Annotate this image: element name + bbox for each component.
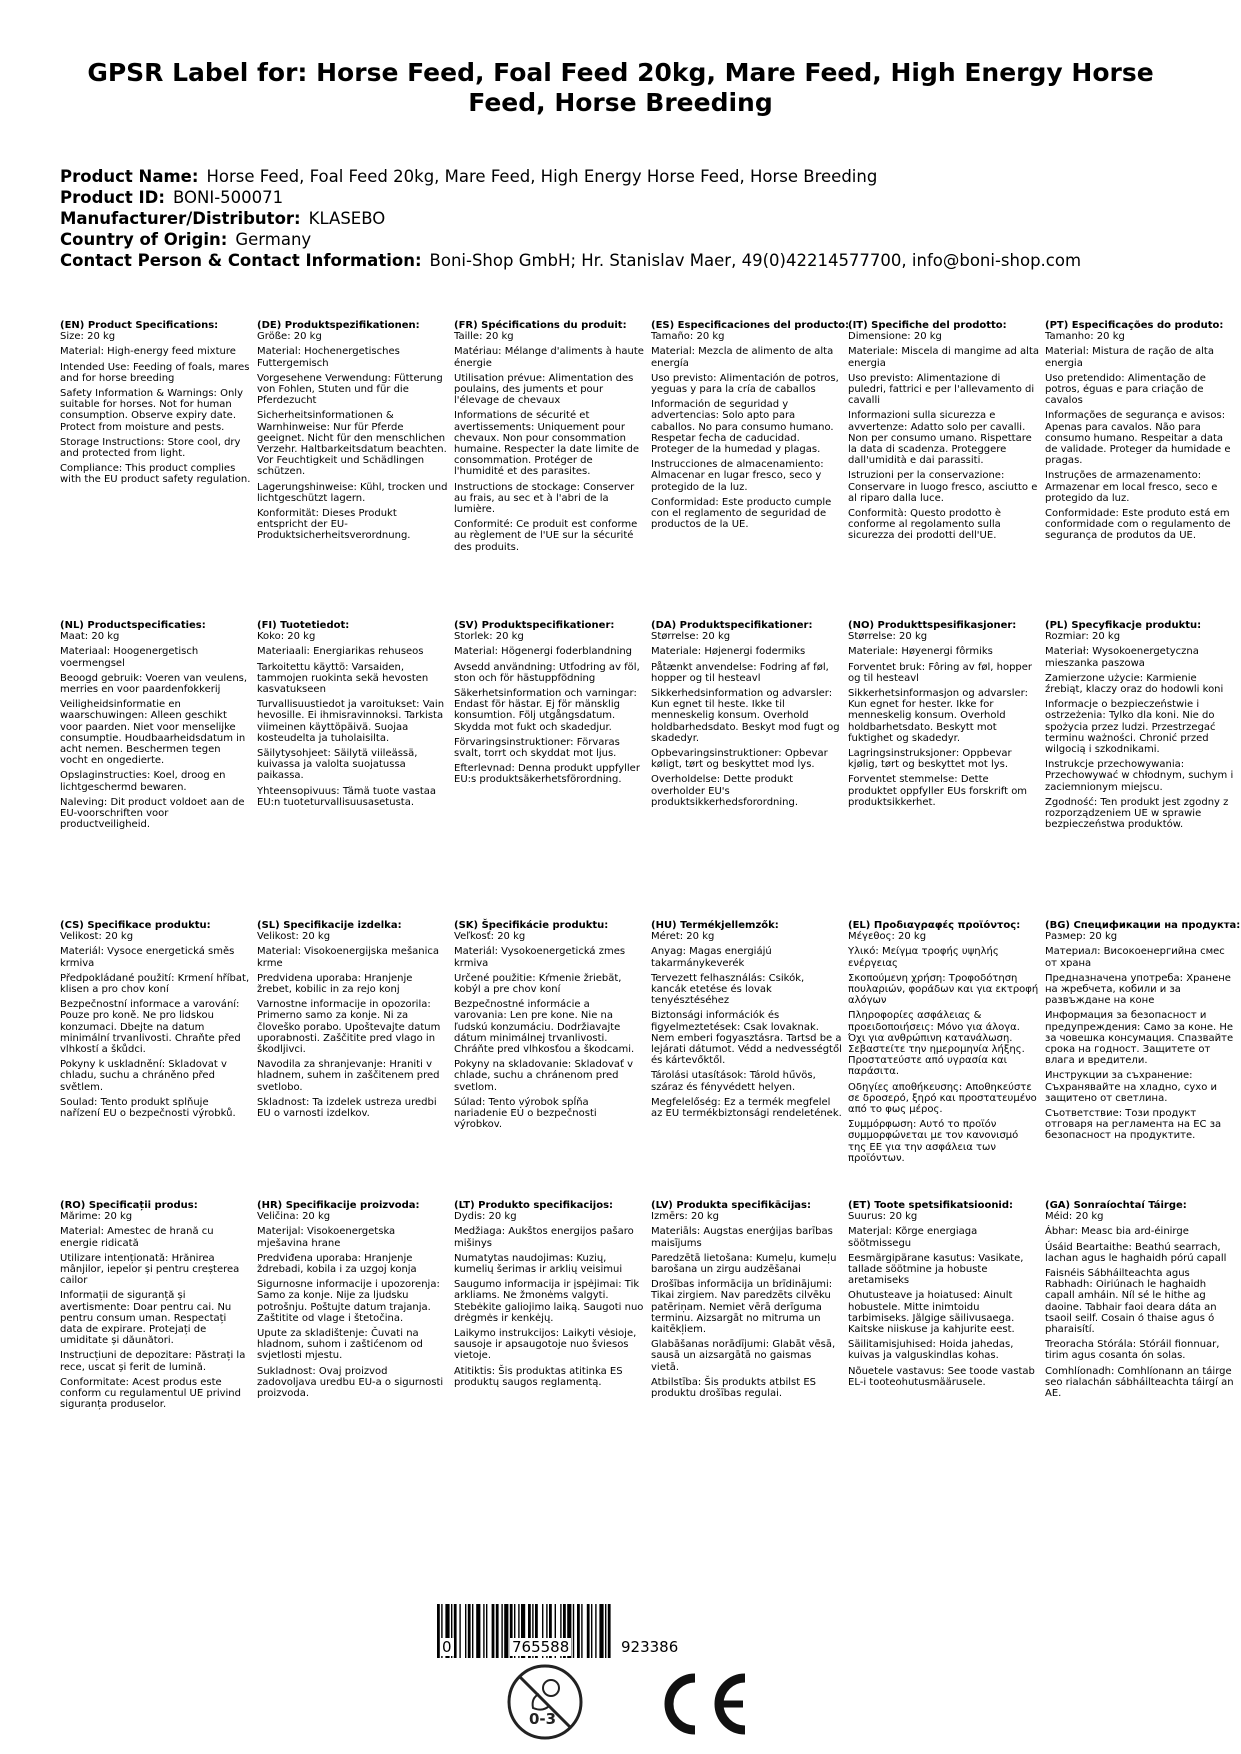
spec-paragraph: Sukladnost: Ovaj proizvod zadovoljava uredbu EU-a o sigurnosti proizvoda. [257,1365,444,1400]
spec-header: (RO) Specificații produs: [60,1200,198,1211]
spec-cell [60,1200,257,1500]
spec-paragraph: Predviđena uporaba: Hranjenje ždrebadi, kobila i za uzgoj konja [257,1252,417,1276]
spec-cell [651,620,848,920]
spec-paragraph: Bezpečnostné informácie a varovania: Len pre kone. Nie na ľudskú konzumáciu. Dodržiavajte dátum minimálnej trvanlivosti. Chráňte pred vlhkosťou a škodcami. [454,999,635,1056]
spec-paragraph: Saugumo informacija ir įspėjimai: Tik arkliams. Ne žmonėms valgyti. Stebėkite galiojimo laiką. Saugoti nuo drėgmės ir kenkėjų. [454,1279,644,1324]
spec-paragraph: Информация за безопасност и предупреждения: Само за коне. Не за човешка консумация. Спазвайте срока на годност. Защитете от влага и вредители. [1045,1010,1234,1067]
spec-header: (PL) Specyfikacje produktu: [1045,620,1202,631]
spec-paragraph: Materiaali: Energiarikas rehuseos [257,646,424,658]
spec-paragraph: Velikost: 20 kg [257,931,331,943]
spec-paragraph: Navodila za shranjevanje: Hraniti v hladnem, suhem in zaščitenem pred svetlobo. [257,1059,440,1093]
spec-paragraph: Varnostne informacije in opozorila: Primerno samo za konje. Ni za človeško porabo. Upoštevajte datum uporabnosti. Zaščitite pred vlago in škodljivci. [257,999,441,1056]
spec-paragraph: Atitiktis: Šis produktas atitinka ES produktų saugos reglamentą. [454,1365,623,1388]
spec-paragraph: Størrelse: 20 kg [651,631,731,643]
spec-paragraph: Instrucțiuni de depozitare: Păstrați la rece, uscat și ferit de lumină. [60,1350,246,1373]
not-for-children-0-3-icon [505,1662,585,1742]
spec-paragraph: Οδηγίες αποθήκευσης: Αποθηκεύστε σε δροσερό, ξηρό και προστατευμένο από το φως μέρος. [848,1081,1037,1116]
spec-paragraph: Méret: 20 kg [651,931,715,943]
spec-paragraph: Comhlíonadh: Comhlíonann an táirge seo rialachán sábháilteachta táirgí an AE. [1045,1365,1234,1400]
spec-paragraph: Materiāls: Augstas enerģijas barības maisījums [651,1226,833,1249]
spec-paragraph: Tárolási utasítások: Tárold hűvös, száraz és fényvédett helyen. [651,1070,816,1093]
spec-cell [60,620,257,920]
spec-paragraph: Veiligheidsinformatie en waarschuwingen: Alleen geschikt voor paarden. Niet voor menselijke consumptie. Houdbaarheidsdatum in acht nemen. Beschermen tegen vocht en ongedierte. [60,699,246,767]
spec-cell [1045,920,1241,1200]
spec-cell [60,320,257,620]
spec-header: (CS) Specifikace produktu: [60,920,211,931]
spec-cell [257,920,454,1200]
spec-paragraph: Zamierzone użycie: Karmienie źrebiąt, klaczy oraz do hodowli koni [1045,672,1224,696]
spec-paragraph: Velikost: 20 kg [60,931,134,943]
spec-paragraph: Overholdelse: Dette produkt overholder EU's produktsikkerhedsforordning. [651,774,799,808]
spec-paragraph: Beoogd gebruik: Voeren van veulens, merries en voor paardenfokkerij [60,672,248,696]
spec-cell [454,320,651,620]
spec-paragraph: Opslaginstructies: Koel, droog en lichtgeschermd bewaren. [60,770,226,793]
spec-paragraph: Safety Information & Warnings: Only suitable for horses. Not for human consumption. Observe expiry date. Protect from moisture and pests. [60,388,243,433]
spec-paragraph: Informații de siguranță și avertismente: Doar pentru cai. Nu pentru consum uman. Respectați data de expirare. Protejați de umiditate și dăunători. [60,1290,232,1347]
spec-paragraph: Glabāšanas norādījumi: Glabāt vēsā, sausā un aizsargātā no gaismas vietā. [651,1339,836,1373]
spec-paragraph: Uso pretendido: Alimentação de potros, éguas e para criação de cavalos [1045,372,1206,407]
spec-paragraph: Μέγεθος: 20 kg [848,931,927,943]
spec-paragraph: Informacje o bezpieczeństwie i ostrzeżenia: Tylko dla koni. Nie do spożycia przez ludzi. Przestrzegać terminu ważności. Chronić przed wilgocią i szkodnikami. [1045,699,1216,756]
spec-header: (IT) Specifiche del prodotto: [848,320,1007,331]
spec-paragraph: Medžiaga: Aukštos energijos pašaro mišinys [454,1226,634,1249]
spec-paragraph: Soulad: Tento produkt splňuje nařízení EU o bezpečnosti výrobků. [60,1096,236,1120]
spec-paragraph: Lagerungshinweise: Kühl, trocken und lichtgeschützt lagern. [257,481,448,504]
spec-paragraph: Drošības informācija un brīdinājumi: Tikai zirgiem. Nav paredzēts cilvēku patēriņam. Nemiet vērā derīguma terminu. Aizsargāt no mitruma un kaitēkļiem. [651,1279,833,1336]
spec-paragraph: Materiale: Miscela di mangime ad alta energia [848,346,1039,369]
spec-paragraph: Tarkoitettu käyttö: Varsaiden, tammojen ruokinta sekä hevosten kasvatukseen [257,661,429,696]
spec-header: (HR) Specifikacije proizvoda: [257,1200,420,1211]
spec-paragraph: Förvaringsinstruktioner: Förvaras svalt, torrt och skyddat mot ljus. [454,736,620,760]
spec-header: (EL) Προδιαγραφές προϊόντος: [848,920,1021,931]
spec-header: (SL) Specifikacije izdelka: [257,920,402,931]
spec-paragraph: Opbevaringsinstruktioner: Opbevar køligt, tørt og beskyttet mod lys. [651,748,828,771]
ce-mark-icon [663,1672,751,1736]
spec-paragraph: Matériau: Mélange d'aliments à haute énergie [454,346,644,369]
spec-paragraph: Conformité: Ce produit est conforme au règlement de l'UE sur la sécurité des produits. [454,519,638,553]
spec-paragraph: Υλικό: Μείγμα τροφής υψηλής ενέργειας [848,946,999,969]
spec-cell [651,1200,848,1500]
spec-paragraph: Storlek: 20 kg [454,631,524,643]
spec-paragraph: Uso previsto: Alimentazione di puledri, fattrici e per l'allevamento di cavalli [848,372,1035,407]
spec-header: (SV) Produktspecifikationer: [454,620,615,631]
spec-paragraph: Maat: 20 kg [60,631,120,643]
spec-paragraph: Uso previsto: Alimentación de potros, yeguas y para la cría de caballos [651,372,839,396]
spec-paragraph: Información de seguridad y advertencias: Solo apto para caballos. No para consumo humano. Respetar fecha de caducidad. Proteger de la humedad y plagas. [651,399,834,456]
spec-header: (ES) Especificaciones del producto: [651,320,850,331]
contact-row: Contact Person & Contact Information: Boni-Shop GmbH; Hr. Stanislav Maer, 49(0)42214577700, info@boni-shop.com [60,251,1082,270]
spec-paragraph: Efterlevnad: Denna produkt uppfyller EU:s produktsäkerhetsförordning. [454,763,640,786]
spec-paragraph: Materjal: Kõrge energiaga söötmissegu [848,1226,978,1249]
product-id-row: Product ID: BONI-500071 [60,188,284,207]
spec-paragraph: Size: 20 kg [60,331,116,343]
spec-paragraph: Dimensione: 20 kg [848,331,942,343]
spec-paragraph: Paredzētā lietošana: Kumeļu, kumeļu barošana un zirgu audzēšanai [651,1252,837,1276]
spec-paragraph: Säkerhetsinformation och varningar: Endast för hästar. Ej för mänsklig konsumtion. Följ utgångsdatum. Skydda mot fukt och skadedjur. [454,688,637,733]
spec-paragraph: Koko: 20 kg [257,631,316,643]
spec-paragraph: Größe: 20 kg [257,331,322,343]
spec-paragraph: Atbilstība: Šis produkts atbilst ES produktu drošības regulai. [651,1376,817,1400]
spec-paragraph: Zgodność: Ten produkt jest zgodny z rozporządzeniem UE w sprawie bezpieczeństwa produktów. [1045,796,1229,831]
spec-header: (GA) Sonraíochtaí Táirge: [1045,1200,1187,1211]
spec-paragraph: Sikkerhedsinformation og advarsler: Kun egnet til heste. Ikke til menneskelig konsum. Overhold holdbarhedsdato. Beskyt mod fugt og skadedyr. [651,688,840,744]
spec-cell [454,1200,651,1500]
spec-header: (ET) Toote spetsifikatsioonid: [848,1200,1014,1211]
spec-paragraph: Konformität: Dieses Produkt entspricht der EU-Produktsicherheitsverordnung. [257,508,411,542]
spec-paragraph: Instrucciones de almacenamiento: Almacenar en lugar fresco, seco y protegido de la luz. [651,459,824,493]
spec-cell [1045,1200,1241,1500]
spec-cell [1045,320,1241,620]
product-info [60,166,1181,271]
spec-paragraph: Forventet bruk: Fôring av føl, hopper og til hesteavl [848,661,1033,684]
spec-cell [651,920,848,1200]
spec-paragraph: Συμμόρφωση: Αυτό το προϊόν συμμορφώνεται με τον κανονισμό της ΕΕ για την ασφάλεια των προϊόντων. [848,1119,1019,1164]
barcode-digit-left: 0 [442,1638,452,1656]
spec-paragraph: Utilisation prévue: Alimentation des poulains, des juments et pour l'élevage de chevaux [454,372,634,407]
spec-row [60,1200,1240,1500]
spec-paragraph: Informações de segurança e avisos: Apenas para cavalos. Não para consumo humano. Respeitar a data de validade. Proteger da humidade e pragas. [1045,410,1231,467]
spec-cell [848,1200,1045,1500]
spec-paragraph: Vorgesehene Verwendung: Fütterung von Fohlen, Stuten und für die Pferdezucht [257,372,443,407]
spec-cell [651,320,848,620]
spec-paragraph: Turvallisuustiedot ja varoitukset: Vain hevosille. Ei ihmisravinnoksi. Tarkista viimeinen käyttöpäivä. Suojaa kosteudelta ja tuholaisilta. [257,699,445,744]
spec-paragraph: Säilytysohjeet: Säilytä viileässä, kuivassa ja valolta suojatussa paikassa. [257,748,418,782]
spec-paragraph: Sicherheitsinformationen & Warnhinweise: Nur für Pferde geeignet. Nicht für den menschlichen Verzehr. Haltbarkeitsdatum beachten. Vor Feuchtigkeit und Schädlingen schützen. [257,410,447,478]
page-title: GPSR Label for: Horse Feed, Foal Feed 20kg, Mare Feed, High Energy Horse Feed, Horse Breeding [87,58,1154,117]
spec-paragraph: Rozmiar: 20 kg [1045,631,1121,643]
spec-header: (DE) Produktspezifikationen: [257,320,420,331]
product-name-row: Product Name: Horse Feed, Foal Feed 20kg, Mare Feed, High Energy Horse Feed, Horse Breeding [60,167,878,186]
spec-cell [848,320,1045,620]
spec-cell [257,320,454,620]
spec-header: (LT) Produkto specifikacijos: [454,1200,614,1211]
spec-paragraph: Skladnost: Ta izdelek ustreza uredbi EU o varnosti izdelkov. [257,1096,437,1120]
spec-paragraph: Veľkosť: 20 kg [454,931,526,943]
spec-paragraph: Méid: 20 kg [1045,1211,1104,1223]
spec-paragraph: Instruções de armazenamento: Armazenar em local fresco, seco e protegido da luz. [1045,470,1218,504]
barcode-digits-mid: 765588 [512,1638,570,1656]
spec-paragraph: Materiaal: Hoogenergetisch voermengsel [60,646,199,669]
spec-paragraph: Conformitate: Acest produs este conform cu regulamentul UE privind siguranța produselor. [60,1376,241,1411]
spec-cell [257,620,454,920]
spec-paragraph: Mărime: 20 kg [60,1211,133,1223]
spec-paragraph: Material: High-energy feed mixture [60,346,236,358]
spec-paragraph: Ábhar: Measc bia ard-éinirge [1045,1226,1189,1238]
spec-paragraph: Taille: 20 kg [454,331,514,343]
spec-paragraph: Tervezett felhasználás: Csikók, kancák etetése és lovak tenyésztéséhez [651,972,805,1007]
spec-paragraph: Påtænkt anvendelse: Fodring af føl, hopper og til hesteavl [651,661,829,684]
spec-cell [848,920,1045,1200]
spec-paragraph: Yhteensopivuus: Tämä tuote vastaa EU:n tuoteturvallisuusasetusta. [257,785,436,808]
spec-row [60,320,1240,620]
spec-paragraph: Materijal: Visokoenergetska mješavina hrane [257,1226,396,1249]
spec-paragraph: Numatytas naudojimas: Kuzių, kumelių šerimas ir arklių veisimui [454,1252,623,1276]
spec-paragraph: Материал: Високоенергийна смес от храна [1045,946,1225,969]
spec-paragraph: Conformità: Questo prodotto è conforme al regolamento sulla sicurezza dei prodotti dell'UE. [848,508,1002,542]
spec-paragraph: Materiał: Wysokoenergetyczna mieszanka paszowa [1045,646,1199,669]
spec-paragraph: Storage Instructions: Store cool, dry and protected from light. [60,436,241,460]
spec-paragraph: Lagringsinstruksjoner: Oppbevar kjølig, tørt og beskyttet mot lys. [848,748,1012,771]
spec-paragraph: Veličina: 20 kg [257,1211,331,1223]
spec-cell [257,1200,454,1500]
spec-header: (BG) Спецификации на продукта: [1045,920,1241,931]
spec-paragraph: Material: Visokoenergijska mešanica krme [257,946,440,969]
spec-paragraph: Πληροφορίες ασφάλειας & προειδοποιήσεις: Μόνο για άλογα. Όχι για ανθρώπινη κατανάλωση. Σεβαστείτε την ημερομηνία λήξης. Προστατεύστε από υγρασία και παράσιτα. [848,1010,1025,1078]
spec-header: (PT) Especificações do produto: [1045,320,1224,331]
spec-paragraph: Megfelelőség: Ez a termék megfelel az EU termékbiztonsági rendeletének. [651,1096,842,1120]
spec-paragraph: Eesmärgipärane kasutus: Vasikate, tallade söötmine ja hobuste aretamiseks [848,1252,1024,1287]
spec-paragraph: Ohutusteave ja hoiatused: Ainult hobustele. Mitte inimtoidu tarbimiseks. Jälgige säilivusaega. Kaitske niiskuse ja kahjurite eest. [848,1290,1015,1336]
spec-paragraph: Material: Hochenergetisches Futtergemisch [257,346,400,369]
spec-paragraph: Bezpečnostní informace a varování: Pouze pro koně. Ne pro lidskou konzumaci. Dbejte na datum minimální trvanlivosti. Chraňte před vlhkostí a škůdci. [60,999,241,1056]
spec-header: (LV) Produkta specifikācijas: [651,1200,811,1211]
spec-paragraph: Instrukcje przechowywania: Przechowywać w chłodnym, suchym i zaciemnionym miejscu. [1045,759,1234,793]
spec-paragraph: Faisnéis Sábháilteachta agus Rabhadh: Oiriúnach le haghaidh capall amháin. Níl sé le hithe ag daoine. Tabhair faoi deara dáta an tsaoil seilf. Cosain ó thaise agus ó pharaisítí. [1045,1268,1217,1336]
spec-paragraph: Tamanho: 20 kg [1045,331,1125,343]
spec-paragraph: Avsedd användning: Utfodring av föl, ston och för hästuppfödning [454,661,640,684]
spec-paragraph: Tamaño: 20 kg [651,331,725,343]
spec-header: (FR) Spécifications du produit: [454,320,627,331]
spec-paragraph: Předpokládané použití: Krmení hříbat, klisen a pro chov koní [60,972,250,996]
spec-header: (EN) Product Specifications: [60,320,219,331]
spec-paragraph: Material: Mezcla de alimento de alta energía [651,346,834,369]
spec-cell [60,920,257,1200]
spec-paragraph: Material: Mistura de ração de alta energia [1045,346,1214,369]
barcode-numbers [440,1638,740,1658]
spec-paragraph: Conformidad: Este producto cumple con el reglamento de seguridad de productos de la UE. [651,496,832,531]
spec-paragraph: Σκοπούμενη χρήση: Τροφοδότηση πουλαριών, φοράδων και για εκτροφή αλόγων [848,972,1039,1007]
spec-paragraph: Materiale: Høyenergi fôrmiks [848,646,993,658]
spec-paragraph: Treoracha Stórála: Stóráil fionnuar, tirim agus cosanta ón solas. [1045,1339,1220,1362]
specifications-grid [60,320,1240,1500]
spec-paragraph: Instructions de stockage: Conserver au frais, au sec et à l'abri de la lumière. [454,481,635,516]
spec-paragraph: Nõuetele vastavus: See toode vastab EL-i tooteohutusmäärusele. [848,1365,1035,1388]
spec-paragraph: Materiale: Højenergi fodermiks [651,646,806,658]
spec-header: (DA) Produktspecifikationer: [651,620,813,631]
spec-paragraph: Pokyny k uskladnění: Skladovat v chladu, suchu a chráněno před světlem. [60,1059,227,1093]
spec-header: (HU) Termékjellemzők: [651,920,779,931]
spec-paragraph: Utilizare intenționată: Hrănirea mânjilor, iepelor și pentru creșterea cailor [60,1252,240,1287]
spec-paragraph: Suurus: 20 kg [848,1211,918,1223]
svg-text:0-3: 0-3 [529,1710,557,1728]
spec-paragraph: Súlad: Tento výrobok spĺňa nariadenie EÚ o bezpečnosti výrobkov. [454,1096,597,1131]
spec-paragraph: Upute za skladištenje: Čuvati na hladnom, suhom i zaštićenom od svjetlosti mjestu. [257,1328,423,1362]
spec-paragraph: Informazioni sulla sicurezza e avvertenze: Adatto solo per cavalli. Non per consumo umano. Rispettare la data di scadenza. Proteggere dall'umidità e dai parassiti. [848,410,1032,467]
spec-paragraph: Material: Amestec de hrană cu energie ridicată [60,1226,214,1249]
spec-paragraph: Intended Use: Feeding of foals, mares and for horse breeding [60,361,250,384]
spec-row [60,920,1240,1200]
spec-paragraph: Съответствие: Този продукт отговаря на регламента на ЕС за безопасност на продуктите. [1045,1108,1222,1142]
barcode-digits-right: 923386 [621,1638,679,1656]
spec-paragraph: Materiál: Vysoce energetická směs krmiva [60,946,235,969]
spec-paragraph: Sikkerhetsinformasjon og advarsler: Kun egnet for hester. Ikke for menneskelig konsum. Overhold holdbarhetsdato. Beskytt mot fuktighet og skadedyr. [848,688,1028,744]
country-row: Country of Origin: Germany [60,230,312,249]
spec-paragraph: Sigurnosne informacije i upozorenja: Samo za konje. Nije za ljudsku potrošnju. Poštujte datum trajanja. Zaštitite od vlage i štetočina. [257,1279,440,1324]
spec-paragraph: Размер: 20 kg [1045,931,1118,943]
manufacturer-row: Manufacturer/Distributor: KLASEBO [60,209,386,228]
spec-paragraph: Størrelse: 20 kg [848,631,928,643]
spec-paragraph: Compliance: This product complies with the EU product safety regulation. [60,463,251,486]
spec-paragraph: Инструкции за съхранение: Съхранявайте на хладно, сухо и защитено от светлина. [1045,1070,1218,1104]
spec-paragraph: Laikymo instrukcijos: Laikyti vėsioje, sausoje ir apsaugotoje nuo šviesos vietoje. [454,1328,637,1362]
spec-cell [1045,620,1241,920]
spec-paragraph: Istruzioni per la conservazione: Conservare in luogo fresco, asciutto e al riparo dalla luce. [848,470,1038,504]
spec-cell [848,620,1045,920]
spec-paragraph: Úsáid Beartaithe: Beathú searrach, lachan agus le haghaidh pórú capall [1045,1241,1227,1264]
spec-paragraph: Naleving: Dit product voldoet aan de EU-voorschriften voor productveiligheid. [60,796,245,831]
spec-header: (NO) Produkttspesifikasjoner: [848,620,1017,631]
spec-header: (FI) Tuotetiedot: [257,620,350,631]
spec-cell [454,920,651,1200]
spec-paragraph: Pokyny na skladovanie: Skladovať v chlade, suchu a chránenom pred svetlom. [454,1059,634,1093]
spec-row [60,620,1240,920]
spec-paragraph: Materiál: Vysokoenergetická zmes krmiva [454,946,626,969]
spec-paragraph: Anyag: Magas energiájú takarmánykeverék [651,946,772,969]
spec-paragraph: Dydis: 20 kg [454,1211,517,1223]
spec-paragraph: Určené použitie: Kŕmenie žriebät, kobýl a pre chov koní [454,972,622,996]
spec-paragraph: Conformidade: Este produto está em conformidade com o regulamento de segurança de produtos da UE. [1045,508,1231,542]
spec-header: (SK) Špecifikácie produktu: [454,920,609,931]
spec-paragraph: Material: Högenergi foderblandning [454,646,633,658]
spec-paragraph: Предназначена употреба: Хранене на жребчета, кобили и за развъждане на коне [1045,972,1231,1007]
spec-paragraph: Forventet stemmelse: Dette produktet oppfyller EUs forskrift om produktsikkerhet. [848,774,1028,808]
spec-paragraph: Säilitamisjuhised: Hoida jahedas, kuivas ja valguskindlas kohas. [848,1339,1014,1362]
spec-paragraph: Biztonsági információk és figyelmeztetések: Csak lovaknak. Nem emberi fogyasztásra. Tartsd be a lejárati dátumot. Védd a nedvességtől és kártevőktől. [651,1010,842,1067]
spec-cell [454,620,651,920]
spec-paragraph: Izmērs: 20 kg [651,1211,720,1223]
spec-paragraph: Predvidena uporaba: Hranjenje žrebet, kobilic in za rejo konj [257,972,413,996]
spec-header: (NL) Productspecificaties: [60,620,206,631]
spec-paragraph: Informations de sécurité et avertissements: Uniquement pour chevaux. Non pour consommation humaine. Respecter la date limite de consommation. Protéger de l'humidité et des parasites. [454,410,640,478]
